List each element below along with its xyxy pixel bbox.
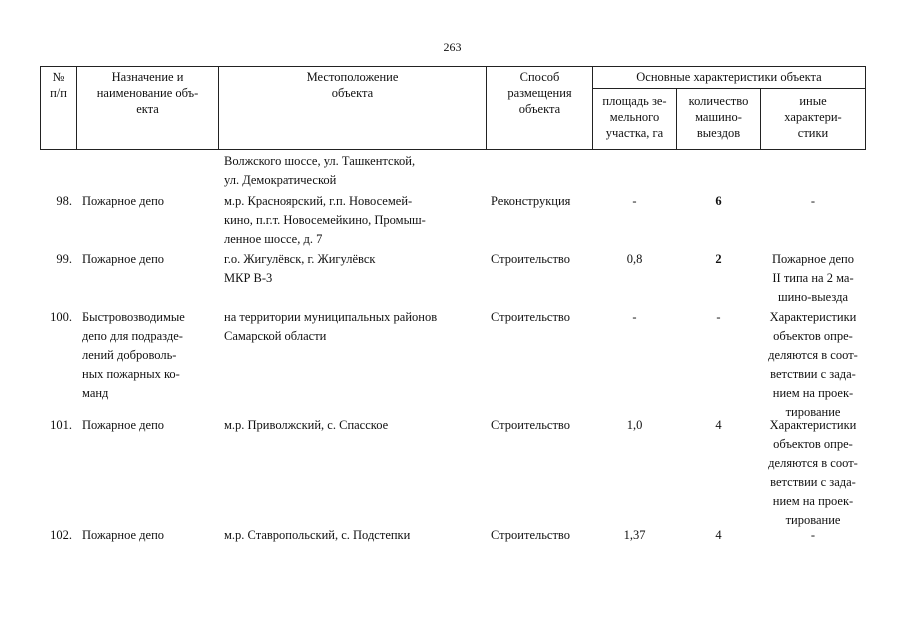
- row-count: 4: [715, 528, 722, 542]
- row-number: 99.: [56, 252, 72, 266]
- header-method: Способ размещения объекта: [507, 70, 572, 116]
- row-count: -: [716, 310, 721, 324]
- row-method: Строительство: [491, 418, 571, 432]
- row-method: Строительство: [491, 252, 571, 266]
- row-number: 100.: [50, 310, 72, 324]
- row-location: на территории муниципальных районов Самарской области: [224, 310, 438, 343]
- row-area: -: [632, 310, 637, 324]
- row-location: м.р. Красноярский, г.п. Новосемей- кино, п.г.т. Новосемейкино, Промыш- ленное шоссе, д. 7: [224, 194, 426, 246]
- row-location: м.р. Приволжский, с. Спасское: [224, 418, 389, 432]
- row-location: м.р. Ставропольский, с. Подстепки: [224, 528, 411, 542]
- continuation-text: Волжского шоссе, ул. Ташкентской, ул. Демократической: [224, 154, 416, 187]
- row-count: 2: [715, 252, 722, 266]
- row-method: Строительство: [491, 528, 571, 542]
- row-area: 1,37: [623, 528, 646, 542]
- page-number: 263: [443, 40, 462, 54]
- header-name: Назначение и наименование объ- екта: [96, 70, 199, 116]
- row-name: Быстровозводимые депо для подразде- лений доброволь- ных пожарных ко- манд: [82, 310, 185, 400]
- row-location: г.о. Жигулёвск, г. Жигулёвск МКР В-3: [224, 252, 376, 285]
- row-name: Пожарное депо: [82, 418, 165, 432]
- row-other: Характеристики объектов опре- деляются в соот- ветствии с зада- нием на проек- тирование: [768, 418, 858, 527]
- header-count: количество машино- выездов: [688, 94, 749, 140]
- row-method: Реконструкция: [491, 194, 571, 208]
- header-num: № п/п: [50, 70, 67, 100]
- row-other: Характеристики объектов опре- деляются в соот- ветствии с зада- нием на проек- тирование: [768, 310, 858, 419]
- row-area: 0,8: [626, 252, 643, 266]
- row-method: Строительство: [491, 310, 571, 324]
- row-other: -: [810, 194, 816, 208]
- row-other: -: [810, 528, 816, 542]
- row-count: 4: [715, 418, 722, 432]
- row-area: -: [632, 194, 637, 208]
- row-number: 101.: [50, 418, 72, 432]
- row-name: Пожарное депо: [82, 252, 165, 266]
- header-other: иные характери- стики: [784, 94, 842, 140]
- row-name: Пожарное депо: [82, 528, 165, 542]
- row-number: 98.: [56, 194, 72, 208]
- row-other: Пожарное депо II типа на 2 ма- шино-выезда: [771, 252, 854, 304]
- row-number: 102.: [50, 528, 72, 542]
- header-area: площадь зе- мельного участка, га: [602, 94, 667, 140]
- row-name: Пожарное депо: [82, 194, 165, 208]
- header-main-characteristics: Основные характеристики объекта: [636, 70, 822, 84]
- row-area: 1,0: [626, 418, 643, 432]
- header-location: Местоположение объекта: [306, 70, 399, 100]
- row-count: 6: [715, 194, 722, 208]
